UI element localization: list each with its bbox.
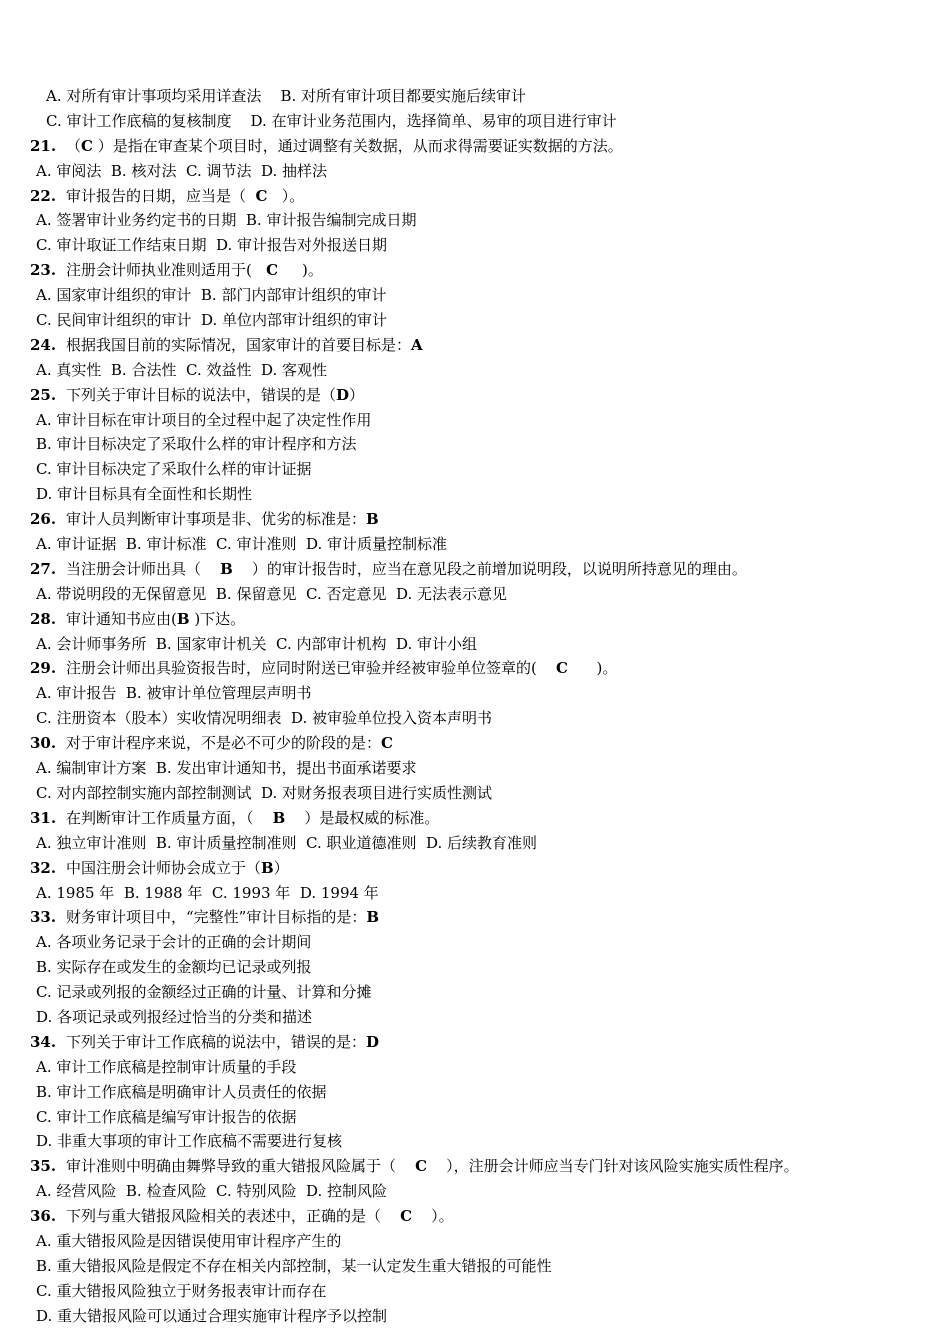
question-line: [0, 905, 950, 930]
question-text-tail: ）是指在审查某个项目时，通过调整有关数据，从而求得需要证实数据的方法。: [92, 136, 623, 155]
question-text: 审计人员判断审计事项是非、优劣的标准是：: [66, 510, 367, 529]
question-text-tail: ）的审计报告时，应当在意见段之前增加说明段，以说明所持意见的理由。: [232, 559, 747, 578]
option-line: [0, 233, 950, 258]
question-number: 26.: [30, 510, 57, 529]
option-line: [0, 1304, 950, 1329]
question-number: 22.: [30, 186, 57, 205]
question-text: 财务审计项目中，“完整性”审计目标指的是：: [66, 908, 367, 927]
question-number: 31.: [30, 808, 57, 827]
answer-letter: B: [176, 609, 190, 628]
option-line: [0, 1080, 950, 1105]
answer-letter: C: [415, 1157, 428, 1176]
option-line: [0, 1005, 950, 1030]
option-line: [0, 1179, 950, 1204]
question-number: 21.: [30, 136, 57, 155]
option-text: C. 民间审计组织的审计 D. 单位内部审计组织的审计: [36, 311, 388, 330]
option-text: C. 注册资本（股本）实收情况明细表 D. 被审验单位投入资本声明书: [36, 709, 493, 728]
option-text: B. 实际存在或发生的金额均已记录或列报: [36, 958, 312, 977]
option-line: [0, 532, 950, 557]
question-number: 35.: [30, 1157, 57, 1176]
option-line: [0, 1254, 950, 1279]
question-text-tail: ）。: [412, 1207, 454, 1226]
question-line: [0, 383, 950, 408]
question-text-tail: ）是最权威的标准。: [285, 808, 440, 827]
option-text: D. 各项记录或列报经过恰当的分类和描述: [36, 1007, 313, 1026]
question-text: 对于审计程序来说，不是必不可少的阶段的是：: [66, 734, 382, 753]
document-body: [0, 84, 950, 1329]
question-text: 在判断审计工作质量方面，（: [66, 808, 273, 827]
option-line: [0, 582, 950, 607]
question-text: 审计准则中明确由舞弊导致的重大错报风险属于（: [66, 1157, 416, 1176]
question-line: [0, 258, 950, 283]
question-text-tail: ）: [349, 385, 365, 404]
question-text: 当注册会计师出具（: [66, 559, 221, 578]
option-line: [0, 482, 950, 507]
question-text-tail: ）: [273, 858, 289, 877]
option-line: [0, 1105, 950, 1130]
option-line: [0, 408, 950, 433]
option-text: A. 真实性 B. 合法性 C. 效益性 D. 客观性: [36, 360, 328, 379]
question-text-tail: )。: [567, 659, 618, 678]
question-number: 27.: [30, 559, 57, 578]
question-text: 下列与重大错报风险相关的表述中，正确的是（: [66, 1207, 401, 1226]
answer-letter: B: [366, 510, 379, 529]
option-text: A. 审计工作底稿是控制审计质量的手段: [36, 1057, 297, 1076]
option-text: A. 带说明段的无保留意见 B. 保留意见 C. 否定意见 D. 无法表示意见: [36, 584, 508, 603]
question-text: 下列关于审计工作底稿的说法中，错误的是：: [66, 1032, 367, 1051]
question-line: [0, 1204, 950, 1229]
option-line: [0, 1129, 950, 1154]
question-line: [0, 184, 950, 209]
option-line: [0, 681, 950, 706]
option-text: A. 编制审计方案 B. 发出审计通知书，提出书面承诺要求: [36, 759, 417, 778]
option-text: C. 对内部控制实施内部控制测试 D. 对财务报表项目进行实质性测试: [36, 783, 493, 802]
option-text: D. 非重大事项的审计工作底稿不需要进行复核: [36, 1132, 343, 1151]
option-text: A. 签署审计业务约定书的日期 B. 审计报告编制完成日期: [36, 211, 417, 230]
question-text: 中国注册会计师协会成立于（: [66, 858, 262, 877]
option-line: [0, 159, 950, 184]
answer-letter: C: [555, 659, 568, 678]
option-line: [0, 831, 950, 856]
question-number: 32.: [30, 858, 57, 877]
option-line: [0, 457, 950, 482]
option-text: C. 重大错报风险独立于财务报表审计而存在: [36, 1281, 327, 1300]
option-text: A. 独立审计准则 B. 审计质量控制准则 C. 职业道德准则 D. 后续教育准则: [36, 833, 538, 852]
option-text: A. 审计目标在审计项目的全过程中起了决定性作用: [36, 410, 372, 429]
question-number: 30.: [30, 734, 57, 753]
option-line: [0, 781, 950, 806]
option-line: [0, 84, 950, 109]
question-text: （: [66, 136, 82, 155]
option-text: A. 对所有审计事项均采用详查法 B. 对所有审计项目都要实施后续审计: [46, 87, 527, 105]
answer-letter: D: [336, 385, 350, 404]
option-line: [0, 432, 950, 457]
question-line: [0, 333, 950, 358]
question-number: 29.: [30, 659, 57, 678]
option-text: C. 审计取证工作结束日期 D. 审计报告对外报送日期: [36, 236, 388, 255]
option-text: A. 会计师事务所 B. 国家审计机关 C. 内部审计机构 D. 审计小组: [36, 634, 478, 653]
option-text: A. 1985 年 B. 1988 年 C. 1993 年 D. 1994 年: [36, 883, 379, 902]
question-text-tail: )下达。: [189, 609, 246, 628]
option-line: [0, 1229, 950, 1254]
option-line: [0, 881, 950, 906]
option-line: [0, 358, 950, 383]
option-line: [0, 1279, 950, 1304]
question-line: [0, 607, 950, 632]
question-line: [0, 731, 950, 756]
question-line: [0, 1030, 950, 1055]
option-text: A. 重大错报风险是因错误使用审计程序产生的: [36, 1231, 342, 1250]
option-text: B. 审计工作底稿是明确审计人员责任的依据: [36, 1082, 327, 1101]
question-number: 23.: [30, 261, 57, 280]
option-text: C. 记录或列报的金额经过正确的计量、计算和分摊: [36, 983, 372, 1002]
answer-letter: D: [366, 1032, 380, 1051]
option-text: C. 审计工作底稿的复核制度 D. 在审计业务范围内，选择简单、易审的项目进行审计: [46, 111, 617, 130]
question-line: [0, 507, 950, 532]
option-line: [0, 1055, 950, 1080]
answer-letter: C: [266, 261, 279, 280]
option-text: B. 审计目标决定了采取什么样的审计程序和方法: [36, 435, 357, 454]
question-text: 审计通知书应由(: [66, 609, 177, 628]
answer-letter: C: [400, 1207, 413, 1226]
question-text: 注册会计师执业准则适用于(: [66, 261, 267, 280]
question-text-tail: ）。: [267, 186, 305, 205]
question-text: 根据我国目前的实际情况，国家审计的首要目标是：: [66, 335, 412, 354]
option-text: D. 重大错报风险可以通过合理实施审计程序予以控制: [36, 1306, 388, 1325]
option-line: [0, 109, 950, 134]
answer-letter: C: [255, 186, 268, 205]
answer-letter: C: [81, 136, 93, 155]
question-line: [0, 134, 950, 159]
option-line: [0, 980, 950, 1005]
option-text: C. 审计目标决定了采取什么样的审计证据: [36, 460, 312, 479]
option-text: A. 审计证据 B. 审计标准 C. 审计准则 D. 审计质量控制标准: [36, 535, 448, 554]
answer-letter: B: [261, 858, 274, 877]
question-number: 25.: [30, 385, 57, 404]
option-text: A. 审计报告 B. 被审计单位管理层声明书: [36, 684, 312, 703]
answer-letter: B: [366, 908, 380, 927]
option-text: A. 各项业务记录于会计的正确的会计期间: [36, 933, 312, 952]
option-text: A. 经营风险 B. 检查风险 C. 特别风险 D. 控制风险: [36, 1182, 388, 1201]
option-line: [0, 706, 950, 731]
option-line: [0, 756, 950, 781]
question-line: [0, 856, 950, 881]
option-line: [0, 283, 950, 308]
option-text: B. 重大错报风险是假定不存在相关内部控制，某一认定发生重大错报的可能性: [36, 1256, 552, 1275]
answer-letter: B: [220, 559, 233, 578]
answer-letter: C: [381, 734, 393, 753]
option-text: A. 国家审计组织的审计 B. 部门内部审计组织的审计: [36, 286, 387, 305]
question-line: [0, 656, 950, 681]
option-text: A. 审阅法 B. 核对法 C. 调节法 D. 抽样法: [36, 161, 328, 180]
question-text-tail: ），注册会计师应当专门针对该风险实施实质性程序。: [427, 1157, 799, 1176]
question-line: [0, 806, 950, 831]
option-line: [0, 955, 950, 980]
question-text: 注册会计师出具验资报告时，应同时附送已审验并经被审验单位签章的(: [66, 659, 556, 678]
question-number: 28.: [30, 609, 57, 628]
question-number: 24.: [30, 335, 57, 354]
question-line: [0, 1154, 950, 1179]
question-number: 34.: [30, 1032, 57, 1051]
option-line: [0, 308, 950, 333]
question-line: [0, 557, 950, 582]
question-text-tail: )。: [278, 261, 323, 280]
option-line: [0, 930, 950, 955]
question-number: 33.: [30, 908, 57, 927]
option-text: D. 审计目标具有全面性和长期性: [36, 485, 253, 504]
option-line: [0, 208, 950, 233]
answer-letter: B: [272, 808, 286, 827]
question-text: 下列关于审计目标的说法中，错误的是（: [66, 385, 337, 404]
answer-letter: A: [411, 335, 423, 354]
option-line: [0, 632, 950, 657]
question-number: 36.: [30, 1207, 57, 1226]
question-text: 审计报告的日期，应当是（: [66, 186, 256, 205]
option-text: C. 审计工作底稿是编写审计报告的依据: [36, 1107, 297, 1126]
